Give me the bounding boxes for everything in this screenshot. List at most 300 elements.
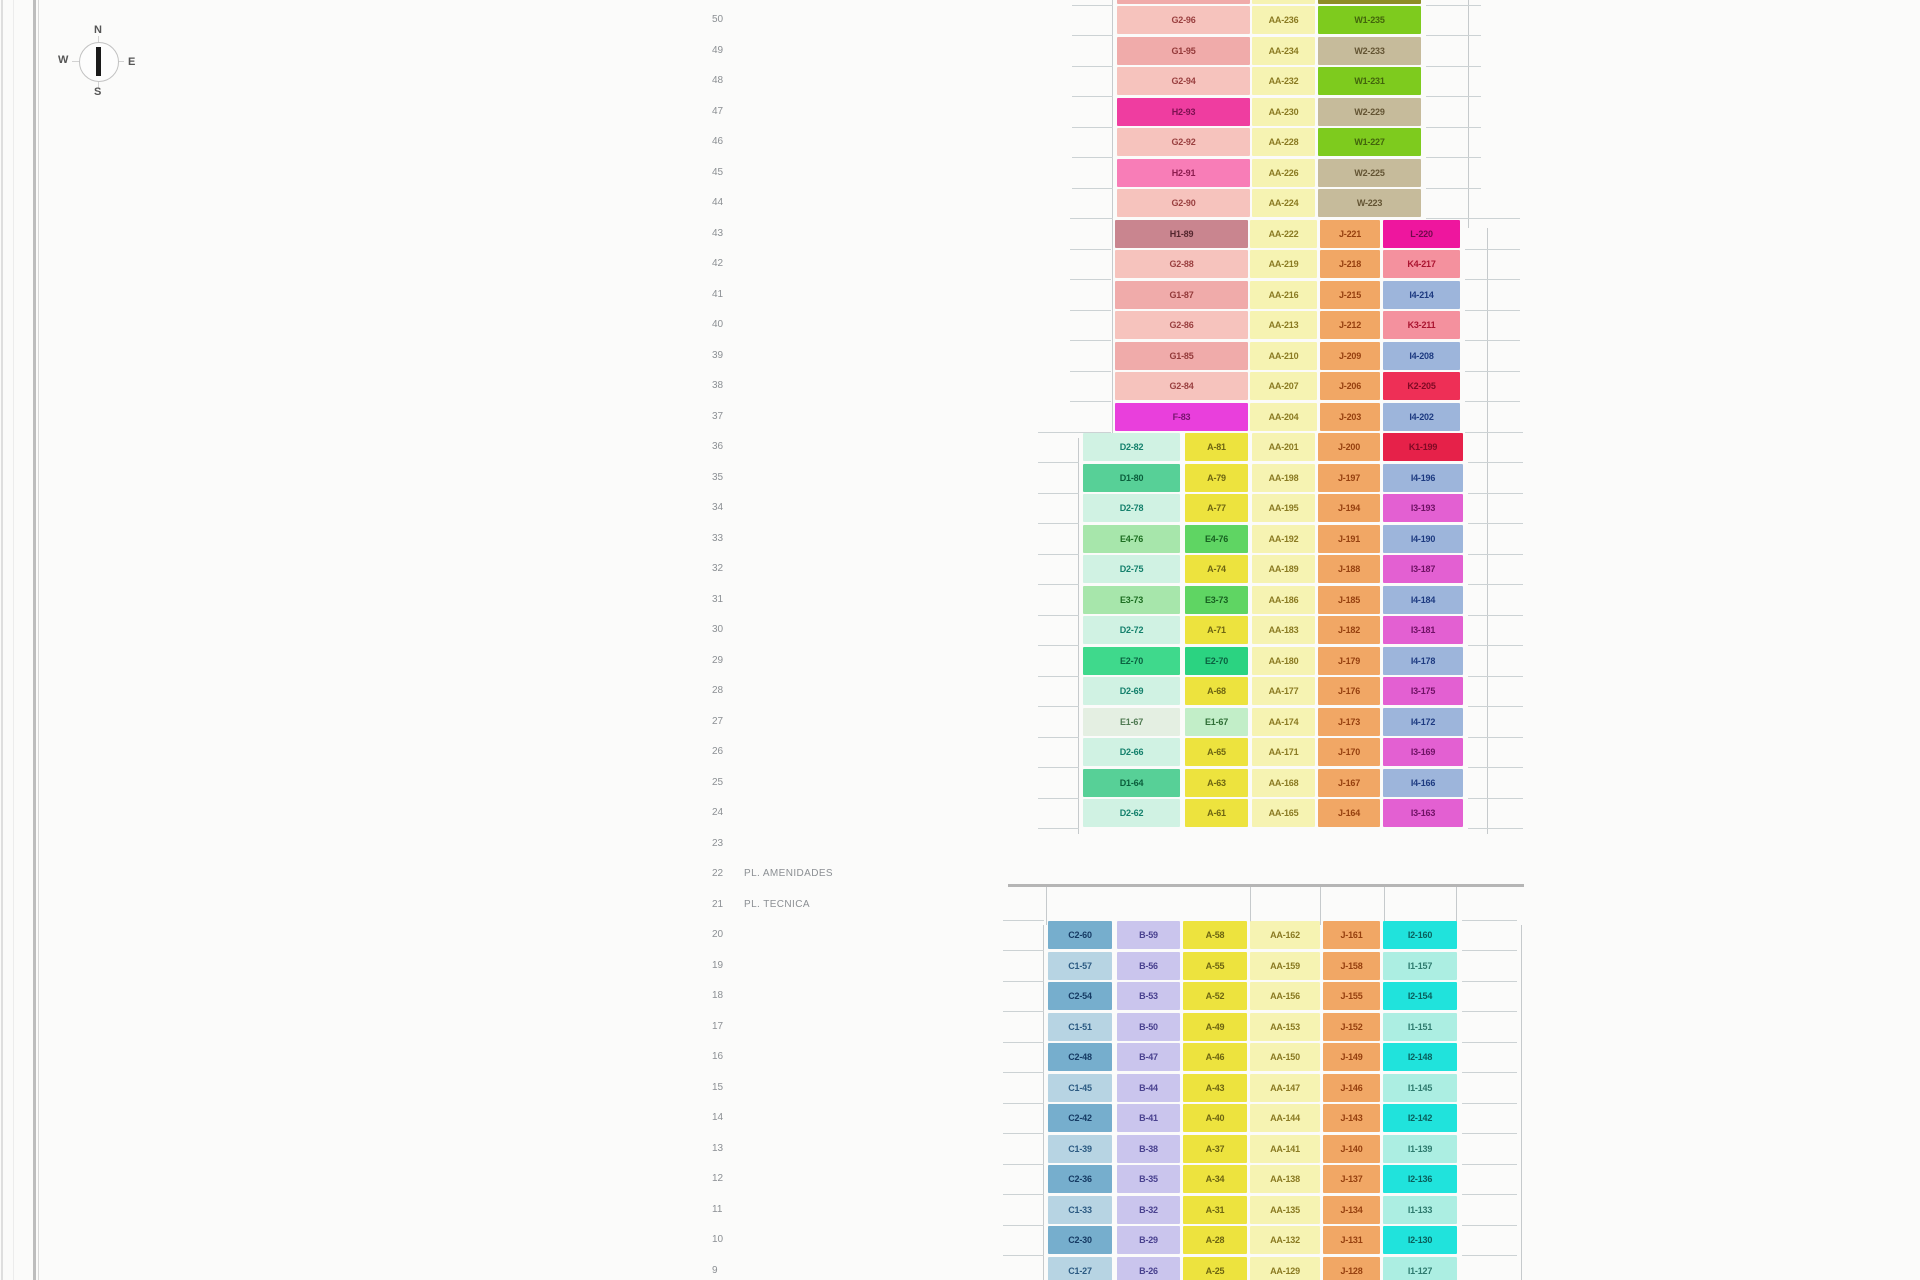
unit-cell: A-68 — [1185, 677, 1248, 705]
unit-cell: A-58 — [1183, 921, 1247, 949]
slab-tick — [1003, 1225, 1044, 1226]
slab-tick — [1070, 310, 1111, 311]
unit-cell: D1-64 — [1083, 769, 1180, 797]
floor-number: 10 — [712, 1234, 724, 1245]
unit-cell: J-197 — [1318, 464, 1380, 492]
unit-cell: E4-76 — [1083, 525, 1180, 553]
floor-number: 15 — [712, 1081, 724, 1093]
unit-cell: A-25 — [1183, 1257, 1247, 1280]
unit-cell: I1-151 — [1383, 1013, 1457, 1041]
unit-cell: A-74 — [1185, 555, 1248, 583]
unit-cell: J-185 — [1318, 586, 1380, 614]
unit-cell: J-134 — [1323, 1196, 1380, 1224]
floor-number: 23 — [712, 837, 724, 849]
structure-line — [1046, 887, 1047, 925]
slab-tick — [1462, 1042, 1517, 1043]
unit-cell: AA-159 — [1250, 952, 1320, 980]
unit-cell: W2-229 — [1318, 98, 1421, 126]
unit-cell: J-209 — [1320, 342, 1380, 370]
slab-tick — [1462, 920, 1517, 921]
slab-tick — [1426, 5, 1481, 6]
slab-tick — [1426, 35, 1481, 36]
unit-cell: H2-93 — [1117, 98, 1250, 126]
unit-cell: C2-42 — [1048, 1104, 1112, 1132]
unit-cell: AA-144 — [1250, 1104, 1320, 1132]
slab-tick — [1462, 1255, 1517, 1256]
floor-number: 22 — [712, 868, 724, 879]
structure-line — [1078, 438, 1079, 834]
unit-cell: AA-204 — [1250, 403, 1317, 431]
unit-cell: K3-211 — [1383, 311, 1460, 339]
slab-tick — [1003, 950, 1044, 951]
slab-tick — [1003, 920, 1044, 921]
floor-number: 44 — [712, 197, 724, 208]
unit-cell: I4-214 — [1383, 281, 1460, 309]
unit-cell: I3-193 — [1383, 494, 1463, 522]
slab-tick — [1462, 1194, 1517, 1195]
unit-cell: J-218 — [1320, 250, 1380, 278]
slab-tick — [1462, 1133, 1517, 1134]
unit-cell: AA-210 — [1250, 342, 1317, 370]
slab-tick — [1038, 432, 1079, 433]
unit-cell: J-221 — [1320, 220, 1380, 248]
floor-number: 25 — [712, 776, 724, 788]
floor-number: 40 — [712, 319, 724, 330]
unit-cell: D2-66 — [1083, 738, 1180, 766]
unit-cell: AA-224 — [1252, 189, 1315, 217]
slab-tick — [1468, 584, 1523, 585]
slab-tick — [1462, 981, 1517, 982]
unit-cell: J-194 — [1318, 494, 1380, 522]
unit-cell: B-38 — [1117, 1135, 1180, 1163]
unit-cell: AA-198 — [1252, 464, 1315, 492]
unit-cell: I4-178 — [1383, 647, 1463, 675]
slab-tick — [1426, 66, 1481, 67]
unit-cell: J-158 — [1323, 952, 1380, 980]
unit-cell: D2-75 — [1083, 555, 1180, 583]
unit-cell: AA-135 — [1250, 1196, 1320, 1224]
unit-cell: E1-67 — [1185, 708, 1248, 736]
slab-tick — [1468, 676, 1523, 677]
unit-cell: A-65 — [1185, 738, 1248, 766]
unit-cell: AA-129 — [1250, 1257, 1320, 1280]
unit-cell: AA-236 — [1252, 6, 1315, 34]
unit-cell: AA-183 — [1252, 616, 1315, 644]
floor-number: 32 — [712, 563, 724, 574]
structure-line — [1250, 887, 1251, 925]
floor-number: 19 — [712, 959, 724, 971]
unit-cell: J-164 — [1318, 799, 1380, 827]
floor-number: 31 — [712, 593, 724, 605]
unit-cell: B-47 — [1117, 1043, 1180, 1071]
unit-cell: W1-231 — [1318, 67, 1421, 95]
unit-cell: C2-36 — [1048, 1165, 1112, 1193]
unit-cell: J-152 — [1323, 1013, 1380, 1041]
unit-cell: AA-165 — [1252, 799, 1315, 827]
sheet-border-line — [38, 0, 39, 1280]
unit-cell: I1-133 — [1383, 1196, 1457, 1224]
slab-tick — [1070, 279, 1111, 280]
unit-cell: C1-27 — [1048, 1257, 1112, 1280]
unit-cell: AA-195 — [1252, 494, 1315, 522]
unit-cell: A-43 — [1183, 1074, 1247, 1102]
unit-cell: D1-80 — [1083, 464, 1180, 492]
unit-cell: E2-70 — [1083, 647, 1180, 675]
slab-tick — [1462, 1225, 1517, 1226]
slab-tick — [1426, 188, 1481, 189]
compass-west-label: W — [58, 54, 69, 66]
unit-cell: J-215 — [1320, 281, 1380, 309]
slab-tick — [1038, 828, 1079, 829]
unit-cell: AA-147 — [1250, 1074, 1320, 1102]
unit-cell: C2-54 — [1048, 982, 1112, 1010]
floor-note-label: PL. AMENIDADES — [744, 868, 833, 879]
unit-cell: AA-213 — [1250, 311, 1317, 339]
unit-cell: J-137 — [1323, 1165, 1380, 1193]
unit-cell: A-40 — [1183, 1104, 1247, 1132]
structure-line — [1320, 887, 1321, 925]
unit-cell: E3-73 — [1185, 586, 1248, 614]
unit-cell: A-28 — [1183, 1226, 1247, 1254]
structure-line — [1384, 887, 1385, 925]
slab-tick — [1038, 554, 1079, 555]
unit-cell: J-206 — [1320, 372, 1380, 400]
unit-cell: I2-148 — [1383, 1043, 1457, 1071]
floor-number: 48 — [712, 75, 724, 86]
unit-cell: AA-180 — [1252, 647, 1315, 675]
unit-cell: A-55 — [1183, 952, 1247, 980]
slab-tick — [1426, 96, 1481, 97]
unit-cell: J-203 — [1320, 403, 1380, 431]
unit-cell: A-77 — [1185, 494, 1248, 522]
floor-number: 13 — [712, 1142, 724, 1154]
floor-number: 41 — [712, 288, 724, 300]
unit-cell: W1-235 — [1318, 6, 1421, 34]
unit-cell: I2-136 — [1383, 1165, 1457, 1193]
unit-cell: L-220 — [1383, 220, 1460, 248]
unit-cell: C1-39 — [1048, 1135, 1112, 1163]
unit-cell: J-173 — [1318, 708, 1380, 736]
slab-tick — [1038, 584, 1079, 585]
unit-cell: J-188 — [1318, 555, 1380, 583]
slab-tick — [1038, 615, 1079, 616]
unit-cell: AA-132 — [1250, 1226, 1320, 1254]
unit-cell: I4-190 — [1383, 525, 1463, 553]
unit-cell: A-49 — [1183, 1013, 1247, 1041]
unit-cell: B-53 — [1117, 982, 1180, 1010]
floor-number: 16 — [712, 1051, 724, 1062]
unit-cell: H2-91 — [1117, 159, 1250, 187]
unit-cell: H1-89 — [1115, 220, 1248, 248]
unit-cell: J-161 — [1323, 921, 1380, 949]
unit-cell: W2-225 — [1318, 159, 1421, 187]
slab-tick — [1038, 462, 1079, 463]
unit-cell: C2-30 — [1048, 1226, 1112, 1254]
floor-number: 18 — [712, 990, 724, 1001]
slab-tick — [1072, 96, 1113, 97]
floor-number: 17 — [712, 1020, 724, 1032]
unit-cell: I4-172 — [1383, 708, 1463, 736]
unit-cell: B-56 — [1117, 952, 1180, 980]
sheet-edge-line — [13, 0, 14, 1280]
slab-tick — [1003, 1255, 1044, 1256]
unit-cell: AA-174 — [1252, 708, 1315, 736]
unit-cell: K4-217 — [1383, 250, 1460, 278]
floor-note-label: PL. TECNICA — [744, 898, 810, 910]
unit-cell: AA-201 — [1252, 433, 1315, 461]
floor-number: 27 — [712, 715, 724, 727]
unit-cell: I2-142 — [1383, 1104, 1457, 1132]
unit-cell: J-182 — [1318, 616, 1380, 644]
unit-cell: C2-60 — [1048, 921, 1112, 949]
slab-tick — [1003, 1072, 1044, 1073]
unit-cell: I3-181 — [1383, 616, 1463, 644]
unit-cell: J-167 — [1318, 769, 1380, 797]
slab-tick — [1465, 340, 1520, 341]
unit-cell: C1-45 — [1048, 1074, 1112, 1102]
unit-cell: AA-156 — [1250, 982, 1320, 1010]
unit-cell: J-128 — [1323, 1257, 1380, 1280]
slab-tick — [1072, 188, 1113, 189]
unit-cell: D2-78 — [1083, 494, 1180, 522]
slab-tick — [1003, 1103, 1044, 1104]
slab-tick — [1468, 767, 1523, 768]
unit-cell: AA-162 — [1250, 921, 1320, 949]
unit-cell: E2-70 — [1185, 647, 1248, 675]
unit-cell: G2-88 — [1115, 250, 1248, 278]
slab-tick — [1072, 35, 1113, 36]
floor-number: 42 — [712, 258, 724, 269]
unit-cell: B-26 — [1117, 1257, 1180, 1280]
unit-cell: I4-166 — [1383, 769, 1463, 797]
unit-cell: G2-96 — [1117, 6, 1250, 34]
unit-cell: B-29 — [1117, 1226, 1180, 1254]
slab-tick — [1003, 1042, 1044, 1043]
unit-cell: A-79 — [1185, 464, 1248, 492]
floor-number: 21 — [712, 898, 724, 910]
unit-cell: W-223 — [1318, 189, 1421, 217]
slab-tick — [1038, 737, 1079, 738]
slab-tick — [1468, 737, 1523, 738]
compass-south-label: S — [94, 86, 102, 98]
unit-cell: AA-226 — [1252, 159, 1315, 187]
unit-cell: J-179 — [1318, 647, 1380, 675]
floor-number: 14 — [712, 1112, 724, 1123]
floor-number: 47 — [712, 105, 724, 117]
unit-cell: W1-227 — [1318, 128, 1421, 156]
unit-cell: C1-51 — [1048, 1013, 1112, 1041]
unit-cell: G2-94 — [1117, 67, 1250, 95]
slab-tick — [1465, 310, 1520, 311]
slab-tick — [1462, 1103, 1517, 1104]
unit-cell: A-81 — [1185, 433, 1248, 461]
slab-tick — [1038, 493, 1079, 494]
slab-tick — [1462, 1072, 1517, 1073]
unit-cell: AA-219 — [1250, 250, 1317, 278]
floor-number: 33 — [712, 532, 724, 544]
unit-cell: I1-139 — [1383, 1135, 1457, 1163]
slab-tick — [1462, 1011, 1517, 1012]
unit-cell: B-59 — [1117, 921, 1180, 949]
structure-line — [1468, 0, 1469, 228]
unit-cell: G1-87 — [1115, 281, 1248, 309]
unit-cell: A-34 — [1183, 1165, 1247, 1193]
compass-north-label: N — [94, 24, 102, 36]
slab-tick — [1462, 950, 1517, 951]
slab-tick — [1465, 249, 1520, 250]
unit-cell: C2-48 — [1048, 1043, 1112, 1071]
slab-tick — [1038, 706, 1079, 707]
unit-cell: I3-175 — [1383, 677, 1463, 705]
slab-tick — [1468, 523, 1523, 524]
compass-rose — [58, 22, 138, 102]
unit-cell: AA-232 — [1252, 67, 1315, 95]
unit-cell: J-191 — [1318, 525, 1380, 553]
unit-cell: F-83 — [1115, 403, 1248, 431]
unit-cell: AA-150 — [1250, 1043, 1320, 1071]
floor-number: 29 — [712, 654, 724, 666]
unit-cell: I4-184 — [1383, 586, 1463, 614]
floor-number: 20 — [712, 929, 724, 940]
slab-tick — [1038, 645, 1079, 646]
slab-tick — [1468, 828, 1523, 829]
slab-tick — [1465, 218, 1520, 219]
unit-cell: AA-168 — [1252, 769, 1315, 797]
unit-cell: AA-222 — [1250, 220, 1317, 248]
slab-tick — [1003, 981, 1044, 982]
floor-number: 34 — [712, 502, 724, 513]
unit-cell: I4-202 — [1383, 403, 1460, 431]
compass-needle-icon — [96, 47, 101, 76]
slab-tick — [1072, 5, 1113, 6]
unit-cell: I2-154 — [1383, 982, 1457, 1010]
slab-tick — [1072, 66, 1113, 67]
floor-number: 24 — [712, 807, 724, 818]
unit-cell: J-155 — [1323, 982, 1380, 1010]
unit-cell: A-63 — [1185, 769, 1248, 797]
unit-cell: E3-73 — [1083, 586, 1180, 614]
structure-line — [1487, 228, 1488, 834]
slab-tick — [1468, 615, 1523, 616]
floor-number: 46 — [712, 136, 724, 147]
unit-cell: G2-92 — [1117, 128, 1250, 156]
unit-cell: AA-177 — [1252, 677, 1315, 705]
sheet-border-line — [33, 0, 36, 1280]
slab-tick — [1468, 554, 1523, 555]
unit-cell: I2-130 — [1383, 1226, 1457, 1254]
floor-number: 38 — [712, 380, 724, 391]
unit-cell: AA-216 — [1250, 281, 1317, 309]
unit-cell: I3-163 — [1383, 799, 1463, 827]
unit-cell: G1-85 — [1115, 342, 1248, 370]
floor-number: 49 — [712, 44, 724, 56]
floor-number: 28 — [712, 685, 724, 696]
slab-tick — [1070, 340, 1111, 341]
floor-number: 45 — [712, 166, 724, 178]
slab-tick — [1070, 249, 1111, 250]
slab-tick — [1070, 218, 1111, 219]
unit-cell: J-140 — [1323, 1135, 1380, 1163]
unit-cell — [1252, 0, 1315, 4]
slab-tick — [1038, 798, 1079, 799]
unit-cell: I1-157 — [1383, 952, 1457, 980]
unit-cell: E1-67 — [1083, 708, 1180, 736]
unit-cell: A-61 — [1185, 799, 1248, 827]
slab-tick — [1003, 1011, 1044, 1012]
floor-number: 43 — [712, 227, 724, 239]
unit-cell: AA-138 — [1250, 1165, 1320, 1193]
unit-cell: AA-141 — [1250, 1135, 1320, 1163]
structure-line — [1456, 887, 1457, 925]
unit-cell — [1117, 0, 1250, 4]
slab-tick — [1003, 1164, 1044, 1165]
floor-number: 26 — [712, 746, 724, 757]
unit-cell: I2-160 — [1383, 921, 1457, 949]
slab-tick — [1468, 706, 1523, 707]
unit-cell: B-35 — [1117, 1165, 1180, 1193]
unit-cell: AA-186 — [1252, 586, 1315, 614]
podium-roof-line — [1008, 884, 1524, 887]
unit-cell: C1-57 — [1048, 952, 1112, 980]
slab-tick — [1072, 157, 1113, 158]
floor-number: 12 — [712, 1173, 724, 1184]
unit-cell: I4-196 — [1383, 464, 1463, 492]
slab-tick — [1038, 676, 1079, 677]
slab-tick — [1468, 493, 1523, 494]
unit-cell: J-212 — [1320, 311, 1380, 339]
unit-cell: A-46 — [1183, 1043, 1247, 1071]
unit-cell: A-37 — [1183, 1135, 1247, 1163]
unit-cell: G2-86 — [1115, 311, 1248, 339]
slab-tick — [1468, 432, 1523, 433]
floor-number: 35 — [712, 471, 724, 483]
unit-cell: K1-199 — [1383, 433, 1463, 461]
unit-cell: J-143 — [1323, 1104, 1380, 1132]
unit-cell: D2-62 — [1083, 799, 1180, 827]
floor-number: 36 — [712, 441, 724, 452]
compass-east-label: E — [128, 56, 136, 68]
floor-number: 39 — [712, 349, 724, 361]
unit-cell: D2-69 — [1083, 677, 1180, 705]
unit-cell: D2-72 — [1083, 616, 1180, 644]
slab-tick — [1072, 127, 1113, 128]
slab-tick — [1462, 1164, 1517, 1165]
unit-cell: A-31 — [1183, 1196, 1247, 1224]
unit-cell: A-71 — [1185, 616, 1248, 644]
slab-tick — [1038, 767, 1079, 768]
unit-cell: G2-90 — [1117, 189, 1250, 217]
slab-tick — [1426, 127, 1481, 128]
unit-cell: J-149 — [1323, 1043, 1380, 1071]
unit-cell: C1-33 — [1048, 1196, 1112, 1224]
unit-cell: I1-127 — [1383, 1257, 1457, 1280]
unit-cell: AA-228 — [1252, 128, 1315, 156]
unit-cell: I3-169 — [1383, 738, 1463, 766]
floor-number: 11 — [712, 1203, 723, 1215]
unit-cell: D2-82 — [1083, 433, 1180, 461]
unit-cell: AA-171 — [1252, 738, 1315, 766]
unit-cell: W2-233 — [1318, 37, 1421, 65]
unit-cell: AA-207 — [1250, 372, 1317, 400]
unit-cell: B-44 — [1117, 1074, 1180, 1102]
slab-tick — [1003, 1133, 1044, 1134]
slab-tick — [1038, 523, 1079, 524]
unit-cell: AA-192 — [1252, 525, 1315, 553]
unit-cell: AA-230 — [1252, 98, 1315, 126]
unit-cell: B-32 — [1117, 1196, 1180, 1224]
unit-cell: B-50 — [1117, 1013, 1180, 1041]
floor-number: 9 — [712, 1264, 718, 1276]
